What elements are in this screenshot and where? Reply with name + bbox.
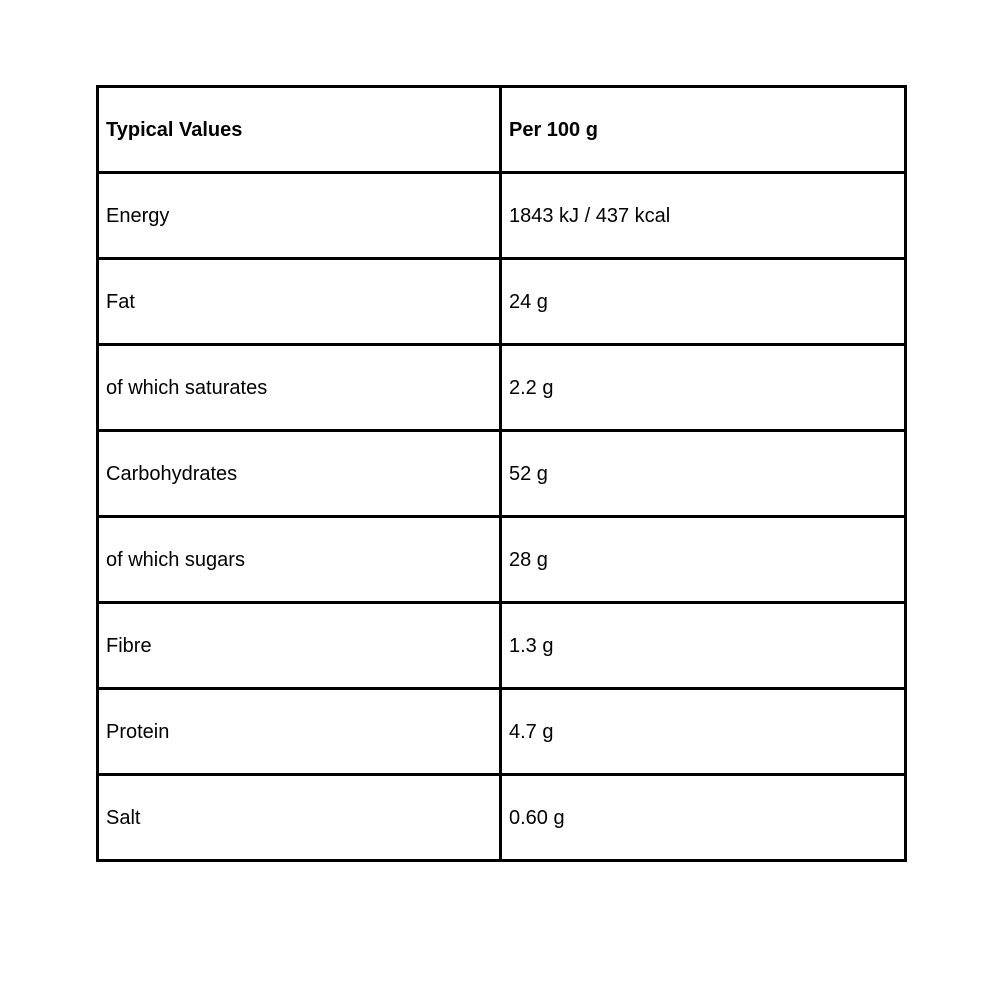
- nutrient-name: Fat: [98, 259, 501, 345]
- nutrient-name: Protein: [98, 689, 501, 775]
- nutrient-name: Carbohydrates: [98, 431, 501, 517]
- nutrition-table: [96, 85, 907, 862]
- nutrient-amount: 2.2 g: [501, 345, 906, 431]
- nutrient-amount: 52 g: [501, 431, 906, 517]
- table-row: [98, 259, 906, 345]
- header-typical-values: Typical Values: [98, 87, 501, 173]
- table-row: [98, 689, 906, 775]
- table-row: [98, 775, 906, 861]
- nutrient-amount: 28 g: [501, 517, 906, 603]
- table-row: [98, 173, 906, 259]
- table-row: [98, 345, 906, 431]
- nutrient-amount: 1843 kJ / 437 kcal: [501, 173, 906, 259]
- nutrient-amount: 1.3 g: [501, 603, 906, 689]
- nutrient-name: Salt: [98, 775, 501, 861]
- nutrient-amount: 24 g: [501, 259, 906, 345]
- table-row: [98, 517, 906, 603]
- nutrient-amount: 0.60 g: [501, 775, 906, 861]
- nutrient-name: Fibre: [98, 603, 501, 689]
- nutrient-name: of which sugars: [98, 517, 501, 603]
- nutrient-name: Energy: [98, 173, 501, 259]
- nutrient-name: of which saturates: [98, 345, 501, 431]
- table-header-row: [98, 87, 906, 173]
- nutrient-amount: 4.7 g: [501, 689, 906, 775]
- table-row: [98, 431, 906, 517]
- header-per-100g: Per 100 g: [501, 87, 906, 173]
- table-row: [98, 603, 906, 689]
